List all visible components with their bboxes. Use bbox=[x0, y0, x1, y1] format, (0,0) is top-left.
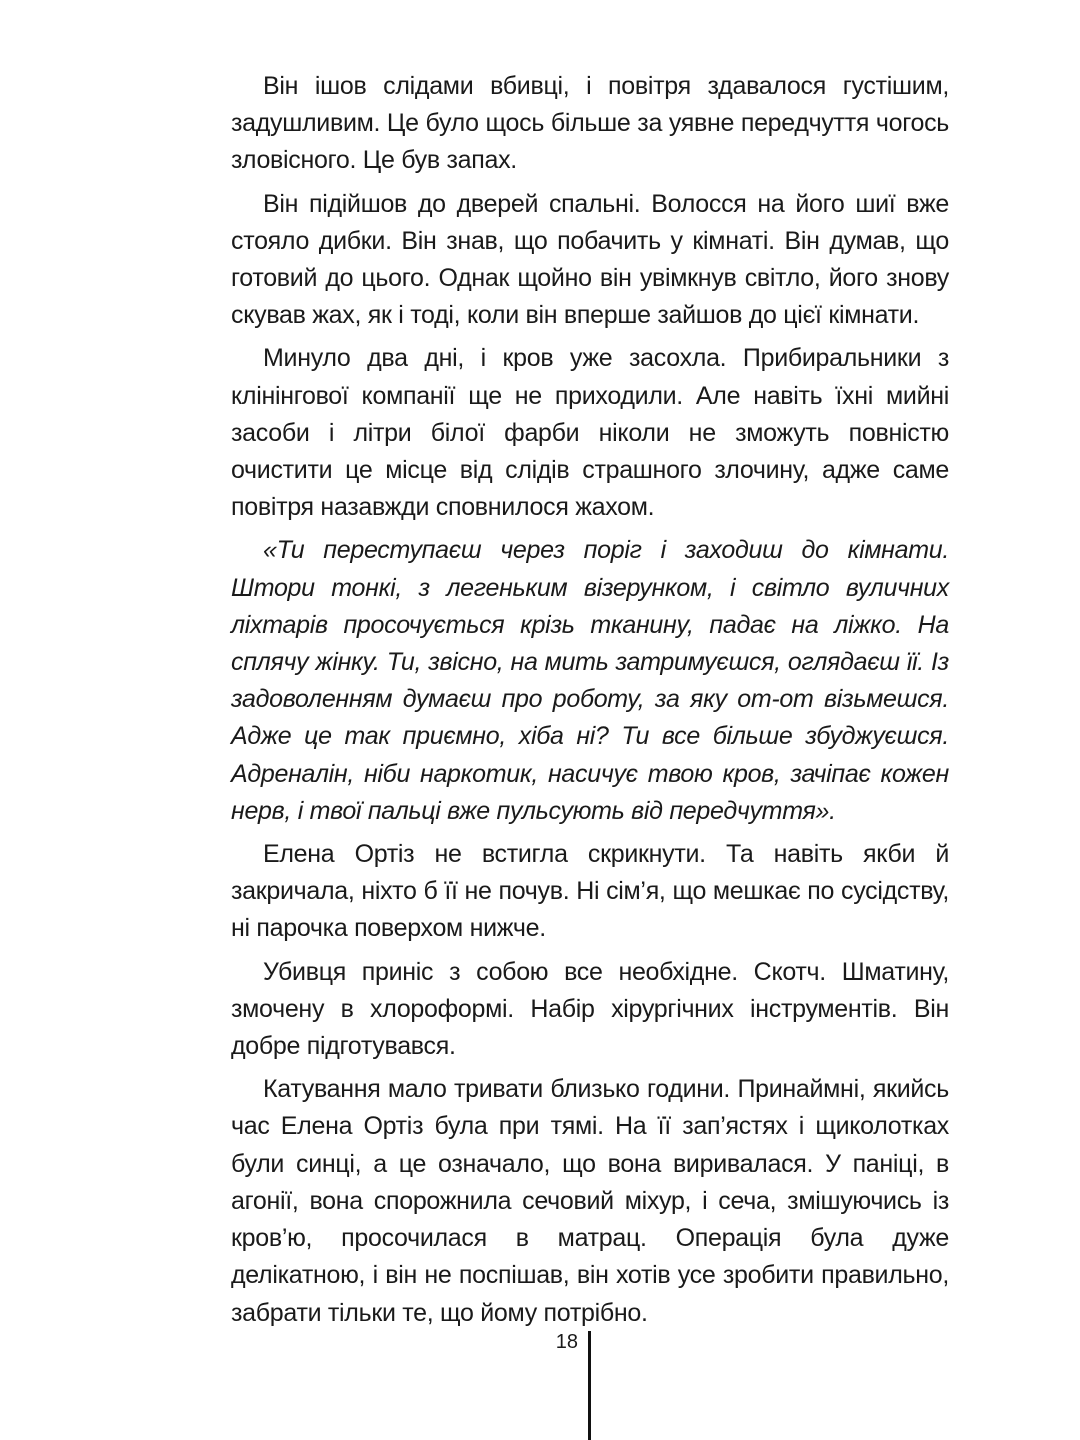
paragraph-2: Він підійшов до дверей спальні. Волосся на його шиї вже стояло дибки. Він знав, що побачить у кімнаті. Він думав, що готовий до цього. Однак щойно він увімкнув світло, його знову скував жах, як і тоді, коли він вперше зайшов до цієї кімнати. bbox=[231, 189, 949, 330]
page-number: 18 bbox=[555, 1331, 578, 1353]
paragraph-6: Убивця приніс з собою все необхідне. Скотч. Шматину, змочену в хлороформі. Набір хірургічних інструментів. Він добре підготувався. bbox=[231, 957, 949, 1061]
body-text bbox=[231, 68, 949, 1338]
paragraph-5: Елена Ортіз не встигла скрикнути. Та навіть якби й закричала, ніхто б її не почув. Ні сім’я, що мешкає по сусідству, ні парочка поверхом нижче. bbox=[231, 840, 949, 943]
paragraph-1: Він ішов слідами вбивці, і повітря здавалося густішим, задушливим. Це було щось більше за уявне передчуття чогось зловісного. Це був запах. bbox=[231, 72, 949, 175]
page-divider-line bbox=[588, 1331, 591, 1440]
paragraph-4-italic-quote: «Ти переступаєш через поріг і заходиш до кімнати. Штори тонкі, з легеньким візерунком, і світло вуличних ліхтарів просочується крізь тканину, падає на ліжко. На сплячу жінку. Ти, звісно, на мить затримуєшся, оглядаєш її. Із задоволенням думаєш про роботу, за яку от-от візьмешся. Адже це так приємно, хіба ні? Ти все більше збуджуєшся. Адреналін, ніби наркотик, насичує твою кров, зачіпає кожен нерв, і твої пальці вже пульсують від передчуття». bbox=[231, 536, 949, 825]
paragraph-7: Катування мало тривати близько години. Принаймні, якийсь час Елена Ортіз була при тямі. На її зап’ястях і щиколотках були синці, а це означало, що вона виривалася. У паніці, в агонії, вона спорожнила сечовий міхур, і сеча, змішуючись із кров’ю, просочилася в матрац. Операція була дуже делікатною, і він не поспішав, він хотів усе зробити правильно, забрати тільки те, що йому потрібно. bbox=[231, 1075, 949, 1327]
paragraph-3: Минуло два дні, і кров уже засохла. Прибиральники з клінінгової компанії ще не приходили. Але навіть їхні мийні засоби і літри білої фарби ніколи не зможуть повністю очистити це місце від слідів страшного злочину, адже саме повітря назавжди сповнилося жахом. bbox=[231, 344, 949, 522]
